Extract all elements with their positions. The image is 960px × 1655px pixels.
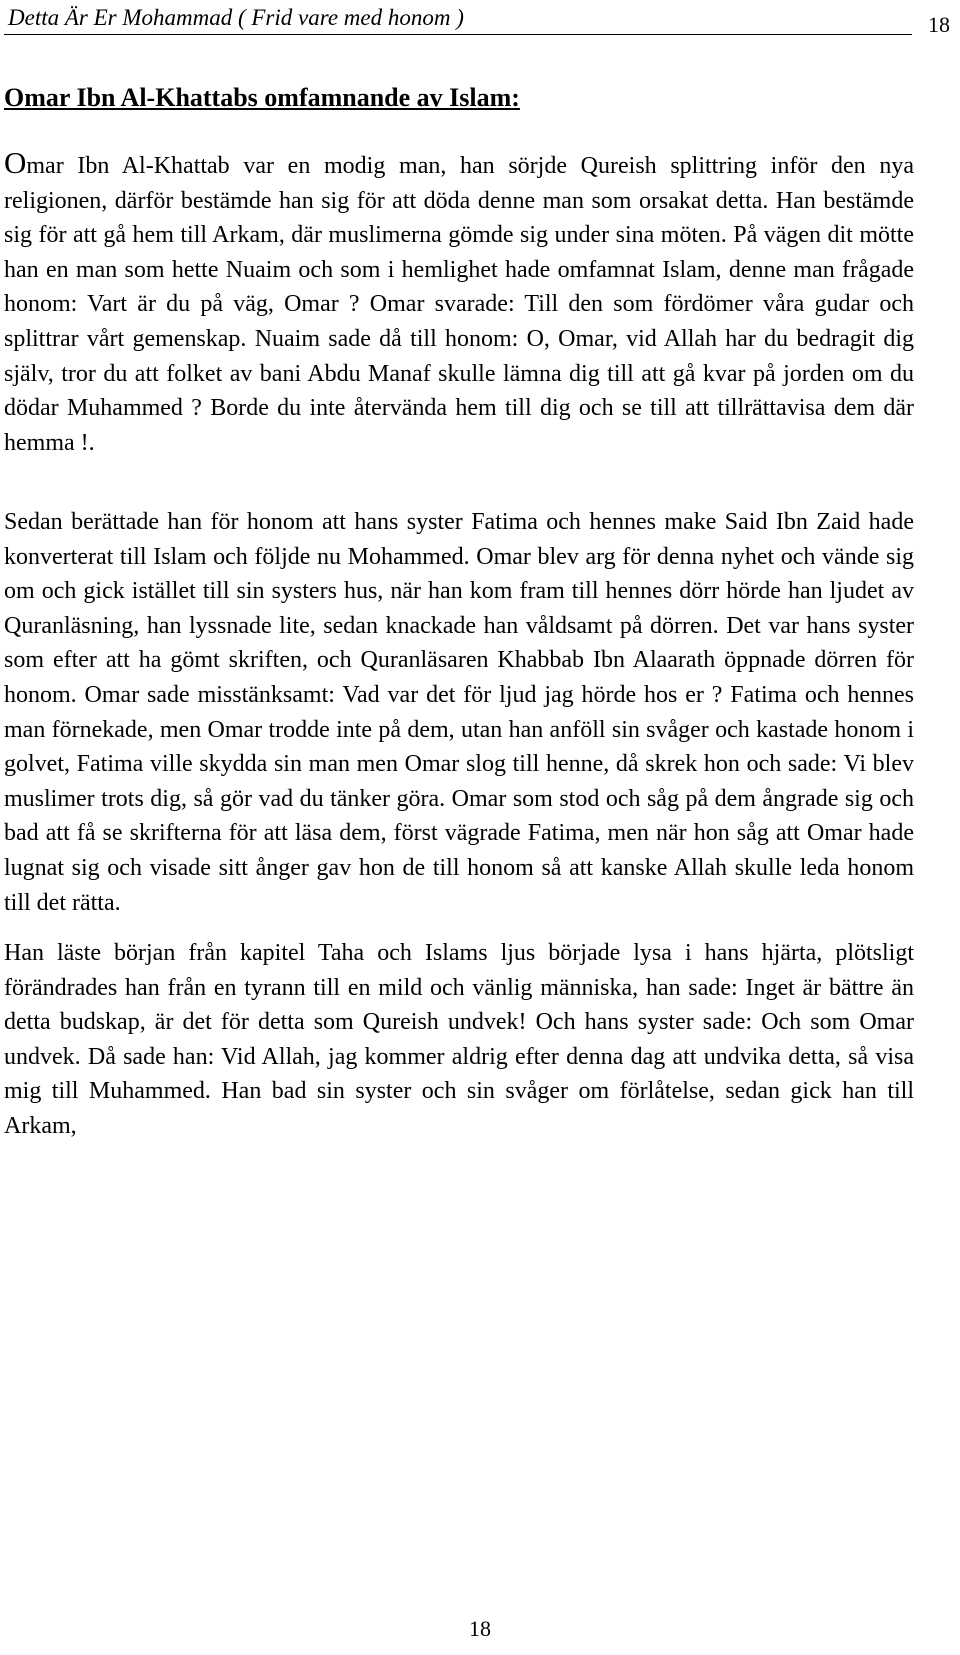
paragraph-text: mar Ibn Al-Khattab var en modig man, han sörjde Qureish splittring inför den nya religionen, därför bestämde han sig för att döda denne man som orsakat detta. Han bestämde sig för att gå hem till Arkam, där muslimerna gömde sig under sina möten. På vägen dit mötte han en man som hette Nuaim och som i hemlighet hade omfamnat Islam, denne man frågade honom: Vart är du på väg, Omar ? Omar svarade: Till den som fördömer våra gudar och splittrar vårt gemenskap. Nuaim sade då till honom: O, Omar, vid Allah har du bedragit dig själv, tror du att folket av bani Abdu Manaf skulle lämna dig till att gå kvar på jorden om du dödar Muhammed ? Borde du inte återvända hem till dig och se till att tillrättavisa dem där hemma !.	[4, 153, 914, 456]
footer-page-number: 18	[469, 1616, 491, 1641]
section-heading: Omar Ibn Al-Khattabs omfamnande av Islam:	[4, 83, 520, 112]
running-header	[4, 2, 950, 37]
body-paragraph: Han läste början från kapitel Taha och Islams ljus började lysa i hans hjärta, plötsligt förändrades han från en tyrann till en mild och vänlig människa, han sade: Inget är bättre än detta budskap, är det för detta som Qureish undvek! Och hans syster sade: Och som Omar undvek. Då sade han: Vid Allah, jag kommer aldrig efter denna dag att undvika detta, så visa mig till Muhammed. Han bad sin syster och sin svåger om förlåtelse, sedan gick han till Arkam,	[4, 940, 914, 1139]
header-page-number: 18	[928, 12, 950, 37]
paragraph-initial: O	[4, 145, 27, 180]
body-paragraph	[4, 146, 914, 460]
body-paragraph: Sedan berättade han för honom att hans syster Fatima och hennes make Said Ibn Zaid hade konverterat till Islam och följde nu Mohammed. Omar blev arg för denna nyhet och vände sig om och gick istället till sin systers hus, när han kom fram till hennes dörr hörde han ljudet av Quranläsning, han lyssnade lite, sedan knackade han våldsamt på dörren. Det var hans syster som efter att ha gömt skriften, och Quranläsaren Khabbab Ibn Alaarath öppnade dörren för honom. Omar sade misstänksamt: Vad var det för ljud jag hörde hos er ? Fatima och hennes man förnekade, men Omar trodde inte på dem, utan han anföll sin svåger och kastade honom i golvet, Fatima ville skydda sin man men Omar slog till henne, då skrek hon och sade: Vi blev muslimer trots dig, så gör vad du tänker göra. Omar som stod och såg på dem ångrade sig och bad att få se skrifterna för att läsa dem, först vägrade Fatima, men när hon såg att Omar hade lugnat sig och visade sitt ånger gav hon de till honom så att kanske Allah skulle leda honom till det rätta.	[4, 509, 914, 916]
running-title: Detta Är Er Mohammad ( Frid vare med honom )	[8, 5, 464, 30]
